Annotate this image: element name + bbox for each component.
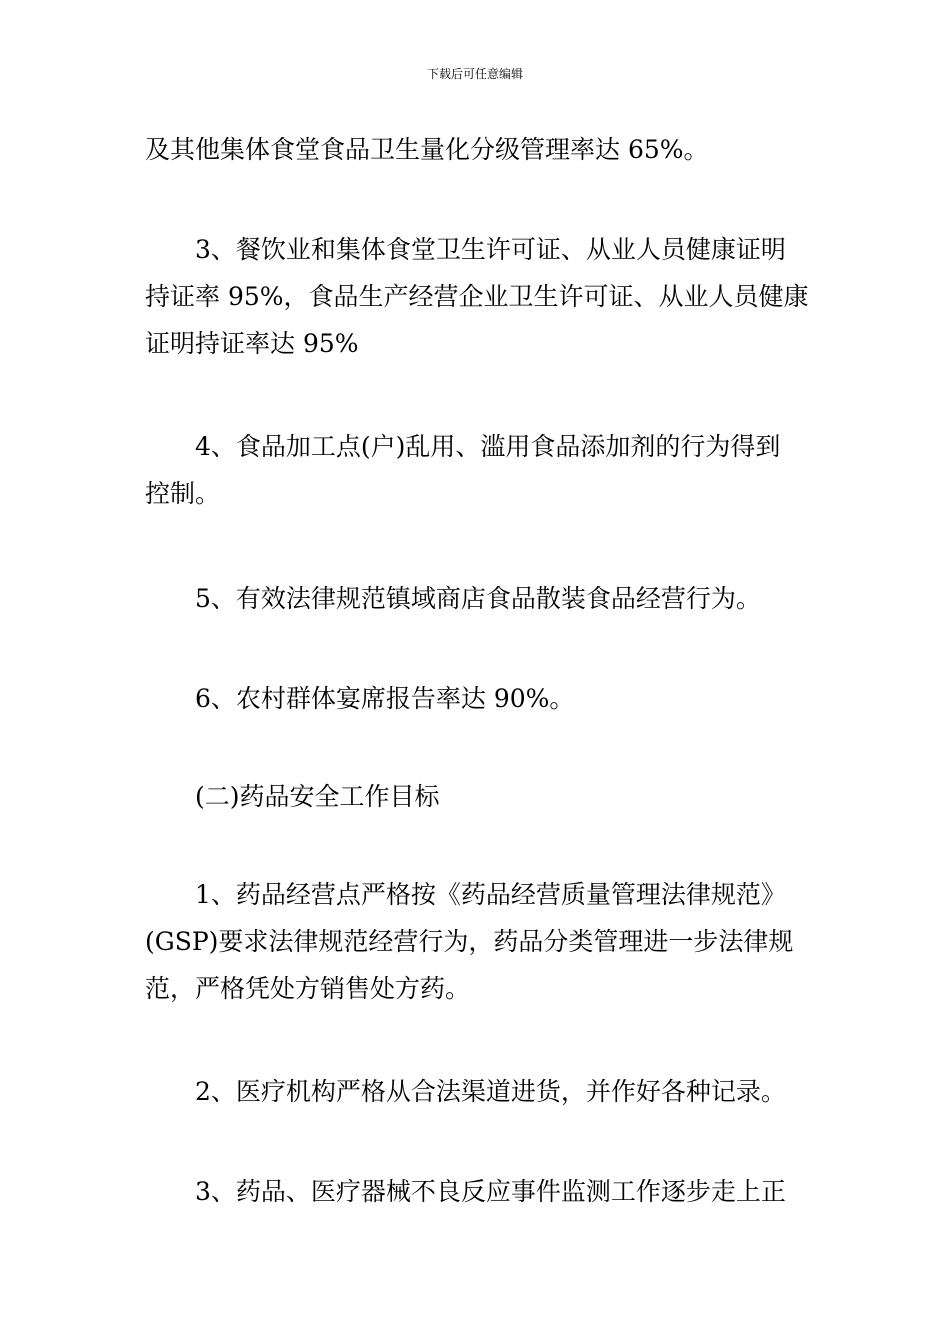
paragraph-line: 1、药品经营点严格按《药品经营质量管理法律规范》 (145, 880, 786, 909)
paragraph-1 (145, 126, 810, 173)
paragraph-line: 范，严格凭处方销售处方药。 (145, 974, 471, 1003)
paragraph-6 (145, 871, 810, 1012)
paragraph-5 (145, 675, 810, 722)
paragraph-line: 2、医疗机构严格从合法渠道进货，并作好各种记录。 (145, 1077, 786, 1106)
paragraph-line: 持证率 95%，食品生产经营企业卫生许可证、从业人员健康 (145, 282, 809, 311)
paragraph-line: 3、药品、医疗器械不良反应事件监测工作逐步走上正 (145, 1177, 786, 1206)
paragraph-line: 6、农村群体宴席报告率达 90%。 (145, 684, 575, 713)
paragraph-line: 3、餐饮业和集体食堂卫生许可证、从业人员健康证明 (145, 235, 786, 264)
paragraph-2 (145, 226, 810, 367)
page-header: 下载后可任意编辑 (426, 67, 523, 81)
paragraph-line: 控制。 (145, 479, 221, 508)
paragraph-line: 及其他集体食堂食品卫生量化分级管理率达 65%。 (145, 135, 709, 164)
paragraph-line: 5、有效法律规范镇域商店食品散装食品经营行为。 (145, 584, 761, 613)
section-heading (145, 773, 810, 820)
paragraph-line: (二)药品安全工作目标 (145, 782, 440, 811)
paragraph-4 (145, 575, 810, 622)
paragraph-line: 4、食品加工点(户)乱用、滥用食品添加剂的行为得到 (145, 432, 781, 461)
paragraph-3 (145, 423, 810, 517)
paragraph-line: 证明持证率达 95% (145, 329, 359, 358)
paragraph-8 (145, 1168, 810, 1215)
paragraph-7 (145, 1068, 810, 1115)
paragraph-line: (GSP)要求法律规范经营行为，药品分类管理进一步法律规 (145, 927, 794, 956)
